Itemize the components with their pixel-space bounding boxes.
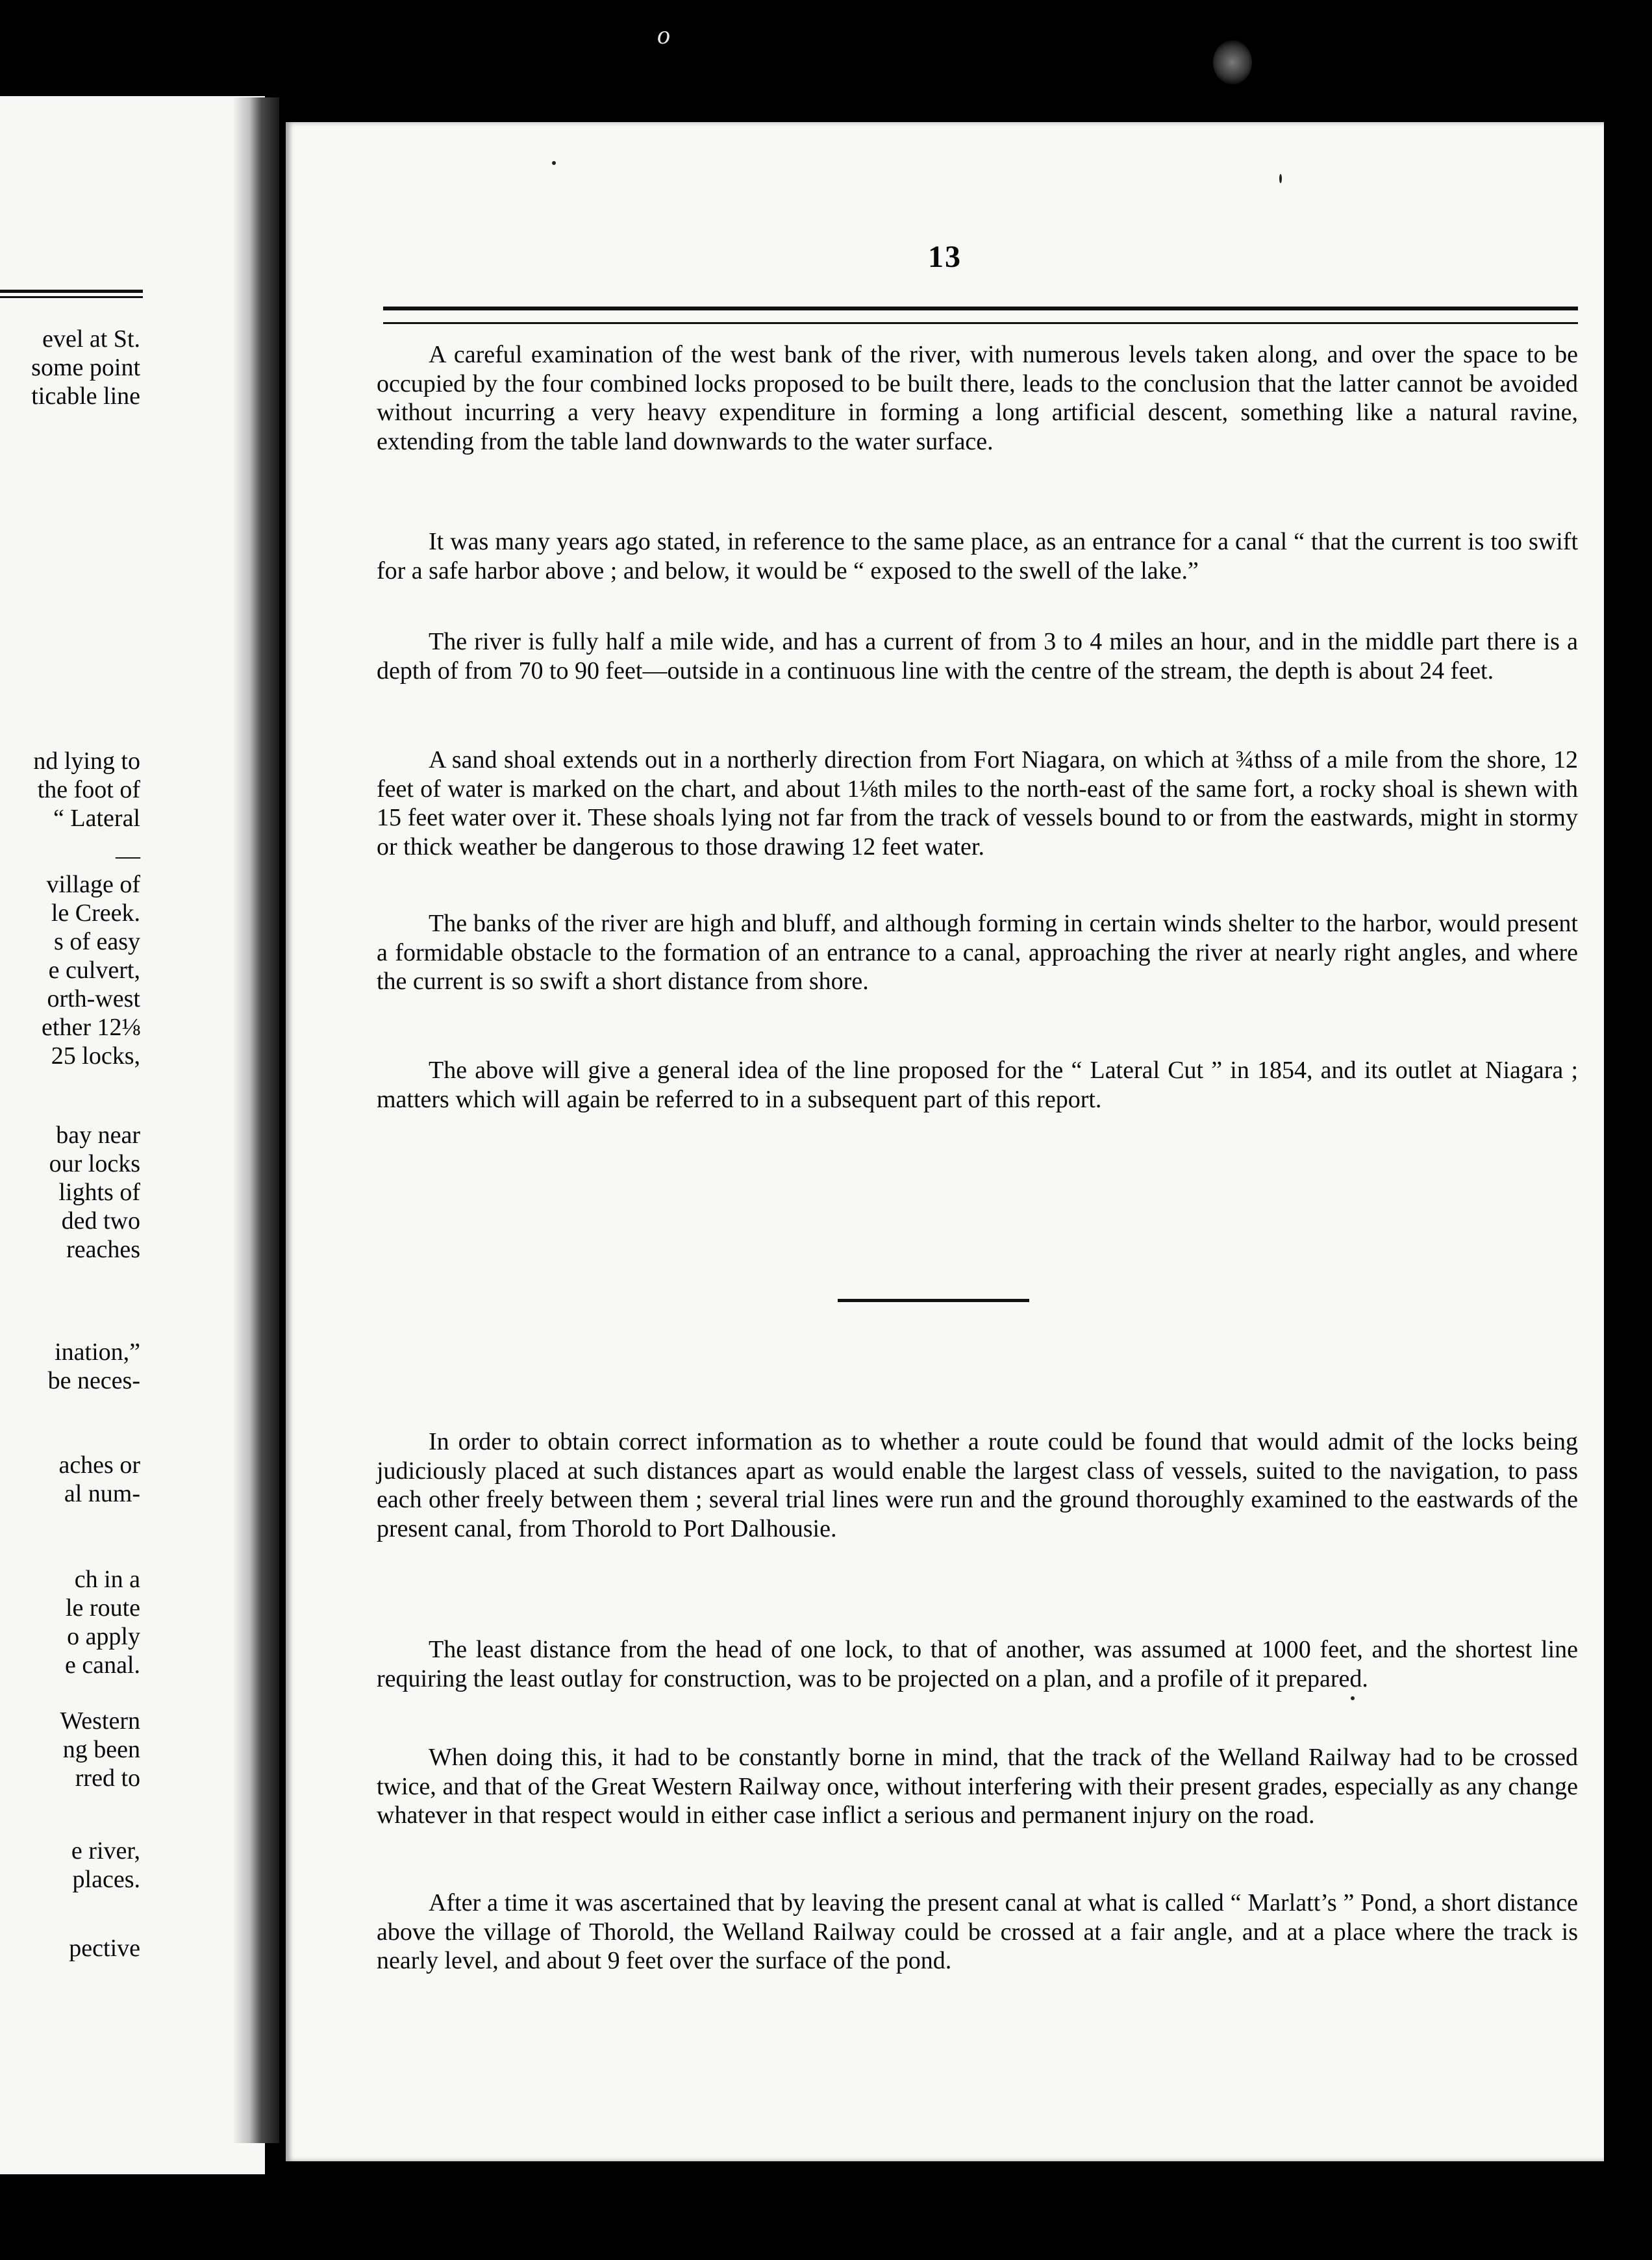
left-line: pective (69, 1935, 140, 1962)
left-line: the foot of (37, 776, 140, 803)
left-line: al num- (64, 1480, 140, 1507)
left-line: nd lying to (33, 747, 140, 775)
left-text-block-6 (0, 1451, 140, 1508)
left-text-block-4 (0, 1121, 140, 1264)
left-text-block-10 (0, 1934, 140, 1963)
book-gutter (234, 97, 279, 2143)
paragraph-river-width: The river is fully half a mile wide, and has a current of from 3 to 4 miles an hour, and in the middle part there is a depth of from 70 to 90 feet—outside in a continuous line with the centre of the stream, the depth is about 24 feet. (377, 628, 1578, 684)
left-line: village of (46, 871, 140, 898)
left-line: e canal. (64, 1651, 140, 1679)
left-line: bay near (56, 1122, 140, 1149)
paragraph-river-banks: The banks of the river are high and bluff, and although forming in certain winds shelter to the harbor, would present a formidable obstacle to the formation of an entrance to a canal, approaching the river at nearly right angles, and where the current is so swift a short distance from shore. (377, 910, 1578, 995)
left-line: rred to (75, 1764, 140, 1792)
page-number: 13 (928, 240, 962, 274)
left-line: 25 locks, (51, 1042, 140, 1070)
scan-mark: o (657, 20, 670, 49)
left-line: evel at St. (42, 325, 140, 353)
left-line: ination,” (55, 1338, 140, 1366)
scan-speck (552, 161, 556, 165)
left-header-rule-thin (0, 296, 143, 298)
left-text-block-2 (0, 747, 140, 833)
scan-speck (1279, 174, 1282, 183)
left-line: lights of (58, 1179, 140, 1206)
left-line: ng been (62, 1736, 140, 1763)
left-line: le route (65, 1594, 140, 1622)
left-line: be neces- (47, 1367, 140, 1394)
document-page (286, 122, 1604, 2161)
left-line: ether 12⅛ (42, 1014, 140, 1041)
left-text-block-5 (0, 1338, 140, 1395)
left-line: ch in a (74, 1566, 140, 1593)
left-line: — (116, 842, 140, 870)
left-line: reaches (66, 1236, 140, 1263)
left-line: e culvert, (48, 957, 140, 984)
left-text-block-8 (0, 1707, 140, 1792)
left-line: le Creek. (51, 899, 140, 927)
paragraph-lateral-cut: The above will give a general idea of the line proposed for the “ Lateral Cut ” in 1854, and its outlet at Niagara ; matters which will again be referred to in a subsequent part of this report. (377, 1057, 1578, 1113)
left-line: some point (31, 354, 140, 381)
left-line: “ Lateral (53, 805, 140, 832)
left-line: ded two (61, 1207, 140, 1235)
scan-speck (1351, 1696, 1355, 1700)
header-double-rule (383, 307, 1578, 324)
left-text-block-7 (0, 1565, 140, 1679)
left-line: aches or (58, 1451, 140, 1479)
left-line: Western (60, 1707, 140, 1735)
paragraph-west-bank: A careful examination of the west bank of the river, with numerous levels taken along, and over the space to be occupied by the four combined locks proposed to be built there, leads to the conclusion that the latter cannot be avoided without incurring a very heavy expenditure in forming a long artificial descent, something like a natural ravine, extending from the table land downwards to the water surface. (377, 341, 1578, 455)
left-line: places. (72, 1866, 140, 1893)
left-text-block-3 (0, 842, 140, 1070)
left-line: orth-west (47, 985, 140, 1012)
left-text-block-1 (0, 325, 140, 410)
left-header-rule (0, 290, 143, 293)
left-line: s of easy (54, 928, 140, 955)
left-line: o apply (67, 1623, 140, 1650)
left-page-fragment (0, 96, 265, 2174)
section-separator (838, 1299, 1029, 1302)
left-line: e river, (71, 1837, 140, 1864)
paragraph-lock-distance: The least distance from the head of one lock, to that of another, was assumed at 1000 feet, and the shortest line requiring the least outlay for construction, was to be projected on a plan, and a profile of it prepared. (377, 1636, 1578, 1692)
left-line: ticable line (31, 383, 140, 410)
left-text-block-9 (0, 1837, 140, 1894)
paragraph-railway-crossing: When doing this, it had to be constantly borne in mind, that the track of the Welland Railway had to be crossed twice, and that of the Great Western Railway once, without interfering with their present grades, especially as any change whatever in that respect would in either case inflict a serious and permanent injury on the road. (377, 1744, 1578, 1829)
paragraph-sand-shoal: A sand shoal extends out in a northerly direction from Fort Niagara, on which at ¾thss of a mile from the shore, 12 feet of water is marked on the chart, and about 1⅛th miles to the north-east of the same fort, a rocky shoal is shewn with 15 feet water over it. These shoals lying not far from the track of vessels bound to or from the eastwards, might in stormy or thick weather be dangerous to those drawing 12 feet water. (377, 746, 1578, 860)
left-line: our locks (49, 1150, 140, 1177)
paragraph-trial-lines: In order to obtain correct information as to whether a route could be found that would admit of the locks being judiciously placed at such distances apart as would enable the largest class of vessels, suited to the navigation, to pass each other freely between them ; several trial lines were run and the ground thoroughly examined to the eastwards of the present canal, from Thorold to Port Dalhousie. (377, 1428, 1578, 1542)
scan-spot (1213, 40, 1252, 84)
paragraph-marlatts-pond: After a time it was ascertained that by leaving the present canal at what is called “ Marlatt’s ” Pond, a short distance above the village of Thorold, the Welland Railway could be crossed at a fair angle, and at a place where the track is nearly level, and about 9 feet over the surface of the pond. (377, 1889, 1578, 1974)
paragraph-current-swift: It was many years ago stated, in reference to the same place, as an entrance for a canal “ that the current is too swift for a safe harbor above ; and below, it would be “ exposed to the swell of the lake.” (377, 528, 1578, 584)
